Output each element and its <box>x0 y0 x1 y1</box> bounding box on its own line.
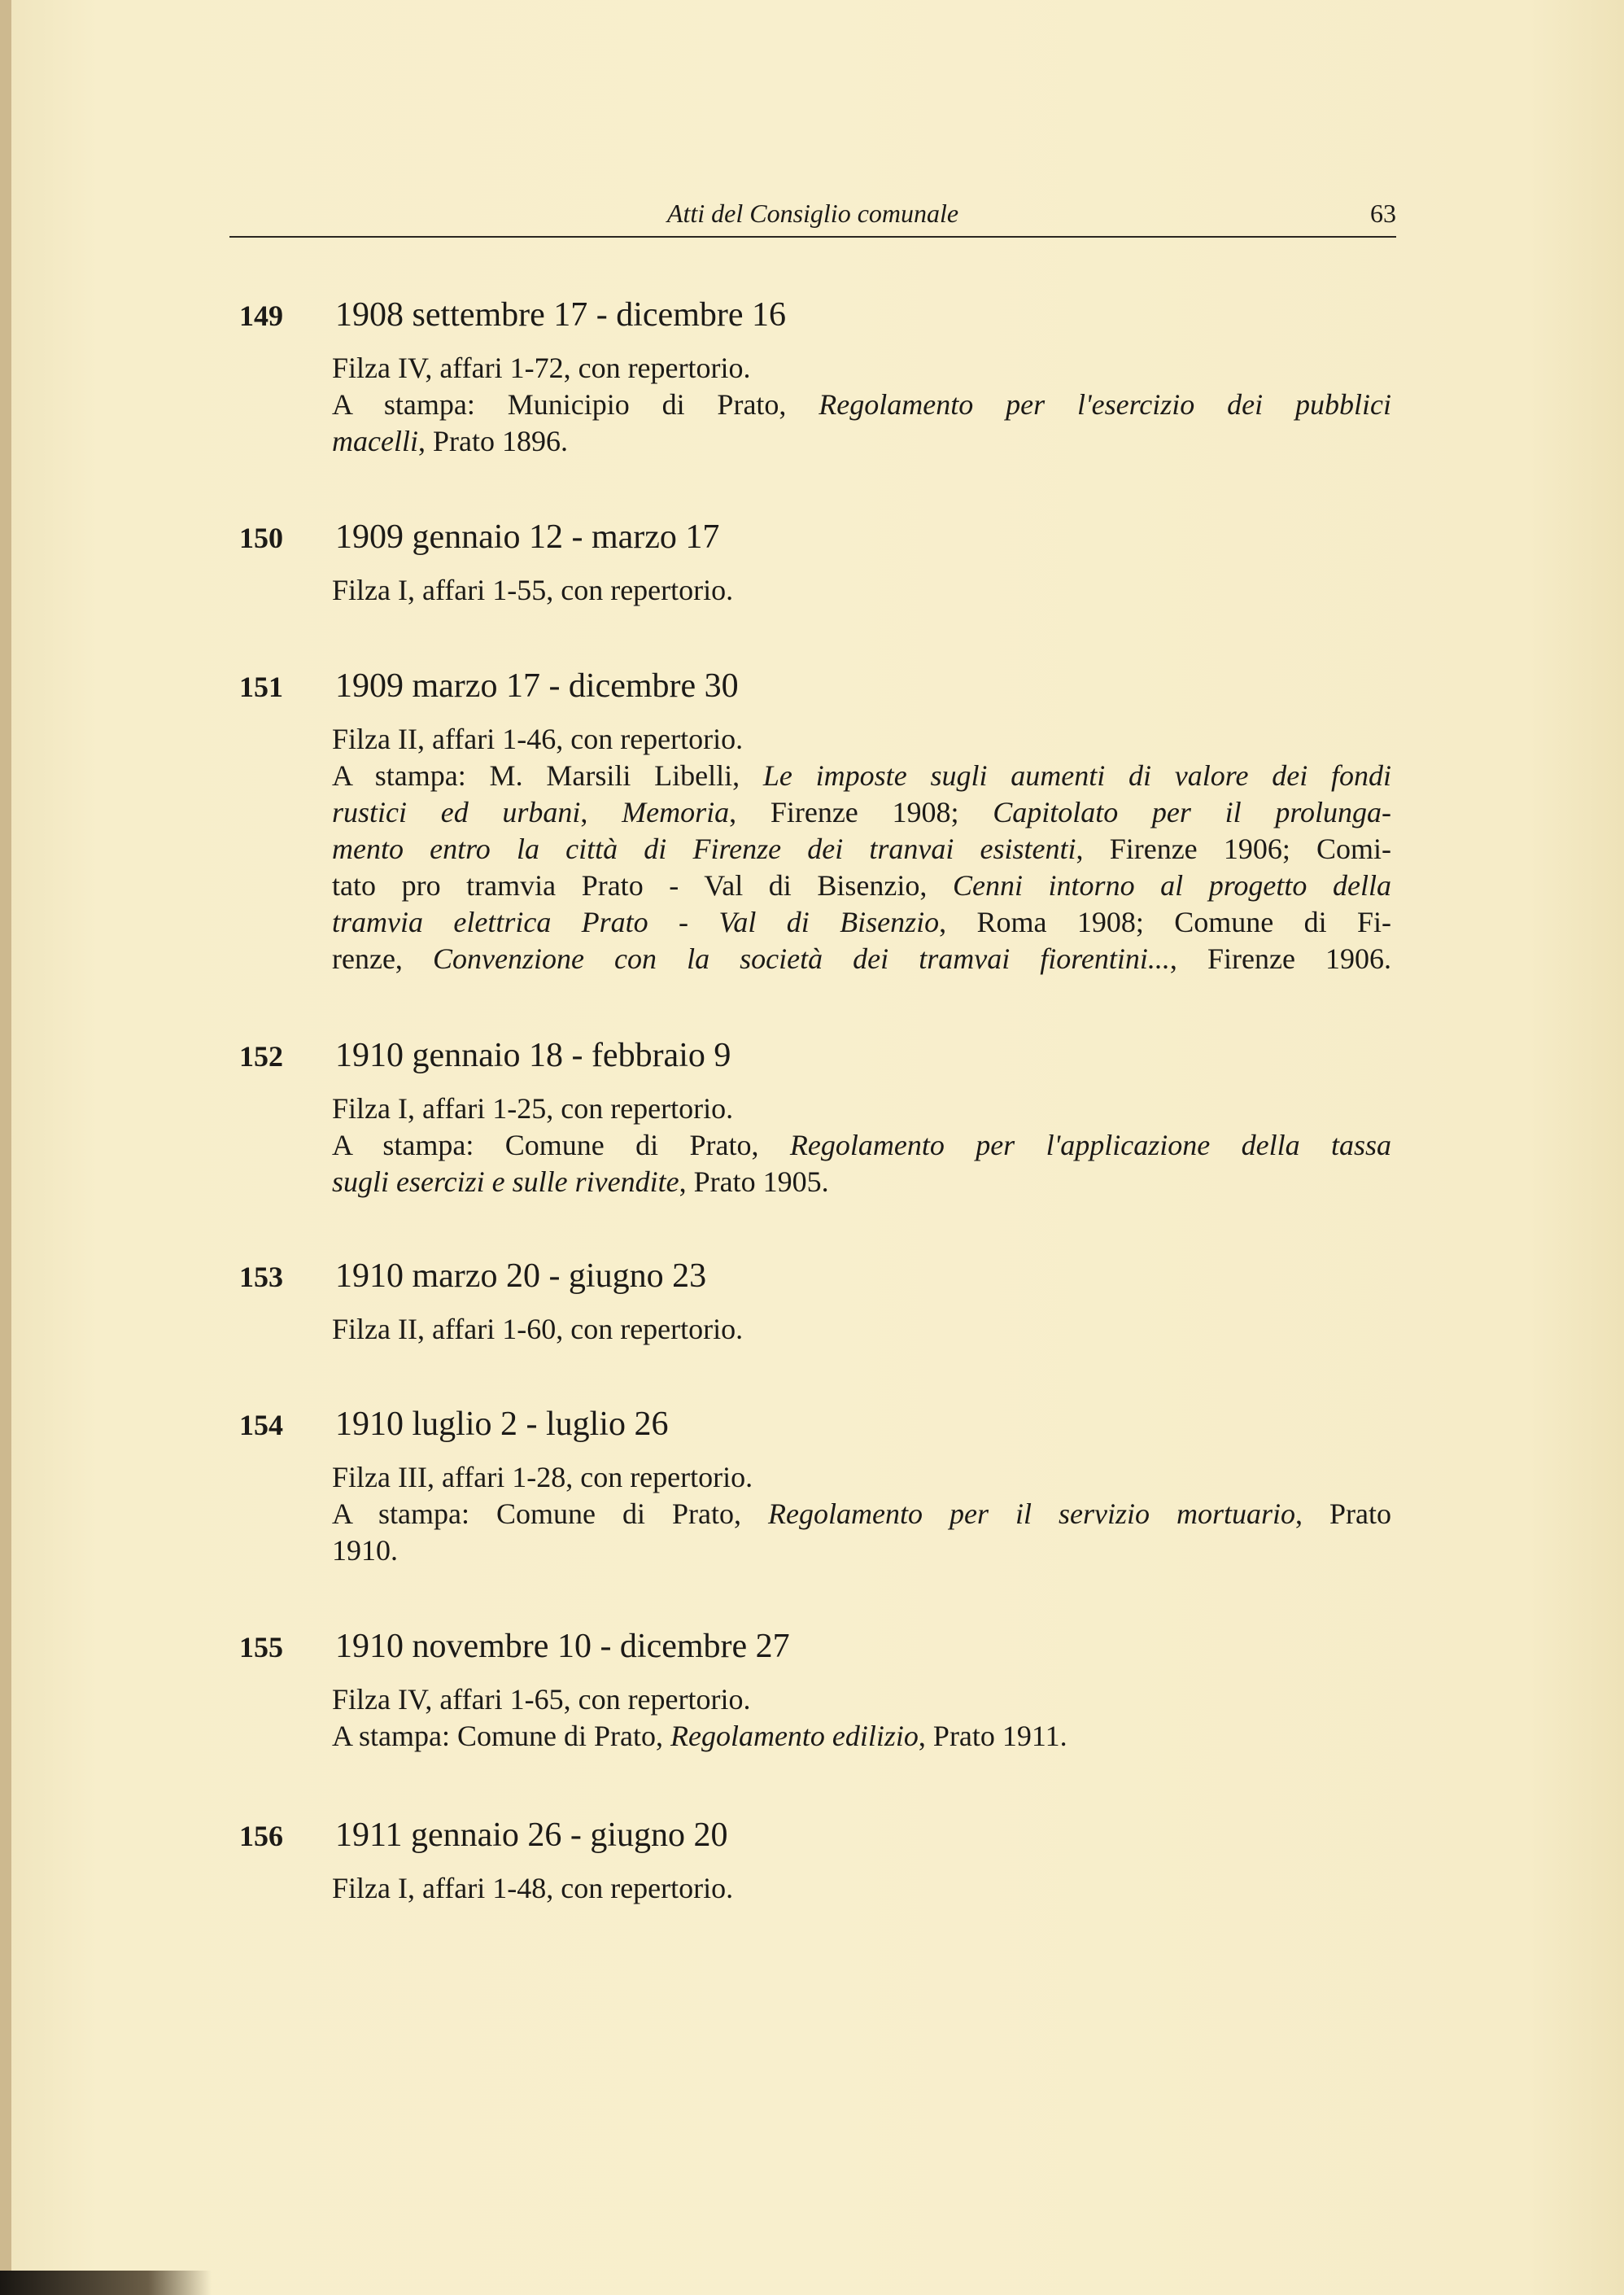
entry-date-range: 1911 gennaio 26 - giugno 20 <box>335 1816 728 1854</box>
page-number: 63 <box>1370 199 1396 228</box>
publication-title: Regolamento edilizio <box>670 1720 919 1752</box>
publication-title: Cenni intorno al progetto della <box>952 869 1391 902</box>
entry-publication-line <box>332 758 1391 794</box>
publication-title: Le imposte sugli aumenti di valore dei fondi <box>762 759 1391 792</box>
entry-filza: Filza II, affari 1-60, con repertorio. <box>332 1313 744 1345</box>
publication-text: , Prato 1911. <box>918 1720 1067 1752</box>
publication-title: tramvia elettrica Prato - Val di Bisenzio <box>332 906 940 938</box>
entry-description <box>332 1091 1391 1200</box>
entry-filza: Filza I, affari 1-25, con repertorio. <box>332 1092 734 1125</box>
entry-publication-line <box>332 904 1391 941</box>
publication-text: , <box>580 796 622 828</box>
entry-filza: Filza IV, affari 1-72, con repertorio. <box>332 352 751 384</box>
entry-description <box>332 1870 1391 1907</box>
entry-description <box>332 1459 1391 1569</box>
publication-text: , Prato 1896. <box>417 425 568 457</box>
publication-text: , Roma 1908; Comune di Fi- <box>939 906 1392 938</box>
publication-title: sugli esercizi e sulle rivendite <box>332 1165 679 1198</box>
entry-date-range: 1908 settembre 17 - dicembre 16 <box>335 296 786 334</box>
publication-text: 1910. <box>332 1534 398 1567</box>
entry-publication-line <box>332 831 1391 868</box>
publication-text: , Prato 1905. <box>679 1165 829 1198</box>
entry-number: 156 <box>239 1820 283 1852</box>
entry-number: 154 <box>239 1409 283 1441</box>
entry-description <box>332 1311 1391 1348</box>
publication-text: , Prato <box>1295 1497 1391 1530</box>
entry-description <box>332 572 1391 609</box>
entry-publication-line <box>332 1164 1391 1200</box>
publication-title: macelli <box>332 425 418 457</box>
entry-date-range: 1909 marzo 17 - dicembre 30 <box>335 667 739 705</box>
running-header <box>229 195 1396 238</box>
entry-date-range: 1909 gennaio 12 - marzo 17 <box>335 518 720 556</box>
entry-publication-line <box>332 941 1391 977</box>
entry-publication-line <box>332 794 1391 831</box>
entry-publication-line <box>332 387 1391 423</box>
page-left-edge <box>0 0 11 2295</box>
publication-title: Regolamento per l'esercizio dei pubblici <box>819 388 1391 421</box>
entry-number: 153 <box>239 1261 283 1293</box>
entry-filza: Filza IV, affari 1-65, con repertorio. <box>332 1683 751 1716</box>
entry-filza: Filza I, affari 1-48, con repertorio. <box>332 1872 734 1904</box>
entry-number: 150 <box>239 522 283 554</box>
entry-date-range: 1910 marzo 20 - giugno 23 <box>335 1257 707 1295</box>
page-bottom-shadow <box>0 2271 212 2295</box>
entry-filza: Filza III, affari 1-28, con repertorio. <box>332 1461 753 1493</box>
publication-title: Convenzione con la società dei tramvai fiorentini... <box>433 942 1170 975</box>
entry-number: 152 <box>239 1040 283 1073</box>
publication-text: A stampa: Municipio di Prato, <box>332 388 819 421</box>
entry-publication-line <box>332 1718 1391 1755</box>
publication-title: Memoria <box>622 796 730 828</box>
entry-number: 149 <box>239 299 283 332</box>
entry-publication-line <box>332 1127 1391 1164</box>
publication-text: , Firenze 1906. <box>1169 942 1391 975</box>
publication-title: Regolamento per l'applicazione della tassa <box>789 1129 1392 1161</box>
publication-title: mento entro la città di Firenze dei tranvai esistenti <box>332 833 1076 865</box>
publication-text: renze, <box>332 942 433 975</box>
entry-description <box>332 1681 1391 1755</box>
publication-text: , Firenze 1908; <box>729 796 993 828</box>
entry-number: 155 <box>239 1631 283 1663</box>
entry-date-range: 1910 gennaio 18 - febbraio 9 <box>335 1037 731 1074</box>
running-title: Atti del Consiglio comunale <box>666 199 959 228</box>
entry-filza: Filza I, affari 1-55, con repertorio. <box>332 574 734 606</box>
entry-description <box>332 350 1391 460</box>
publication-text: A stampa: Comune di Prato, <box>332 1497 769 1530</box>
publication-text: , Firenze 1906; Comi- <box>1076 833 1391 865</box>
publication-title: Regolamento per il servizio mortuario <box>768 1497 1295 1530</box>
entry-date-range: 1910 novembre 10 - dicembre 27 <box>335 1628 790 1665</box>
publication-title: rustici ed urbani <box>332 796 581 828</box>
publication-text: A stampa: Comune di Prato, <box>332 1129 790 1161</box>
publication-text: A stampa: M. Marsili Libelli, <box>332 759 763 792</box>
entry-publication-line <box>332 423 1391 460</box>
publication-title: Capitolato per il prolunga- <box>993 796 1392 828</box>
entry-publication-line <box>332 868 1391 904</box>
publication-text: A stampa: Comune di Prato, <box>332 1720 670 1752</box>
entry-date-range: 1910 luglio 2 - luglio 26 <box>335 1405 669 1443</box>
entry-filza: Filza II, affari 1-46, con repertorio. <box>332 723 744 755</box>
publication-text: tato pro tramvia Prato - Val di Bisenzio, <box>332 869 953 902</box>
entry-publication-line <box>332 1496 1391 1532</box>
entry-number: 151 <box>239 671 283 703</box>
entry-description <box>332 721 1391 977</box>
entry-publication-line <box>332 1532 1391 1569</box>
